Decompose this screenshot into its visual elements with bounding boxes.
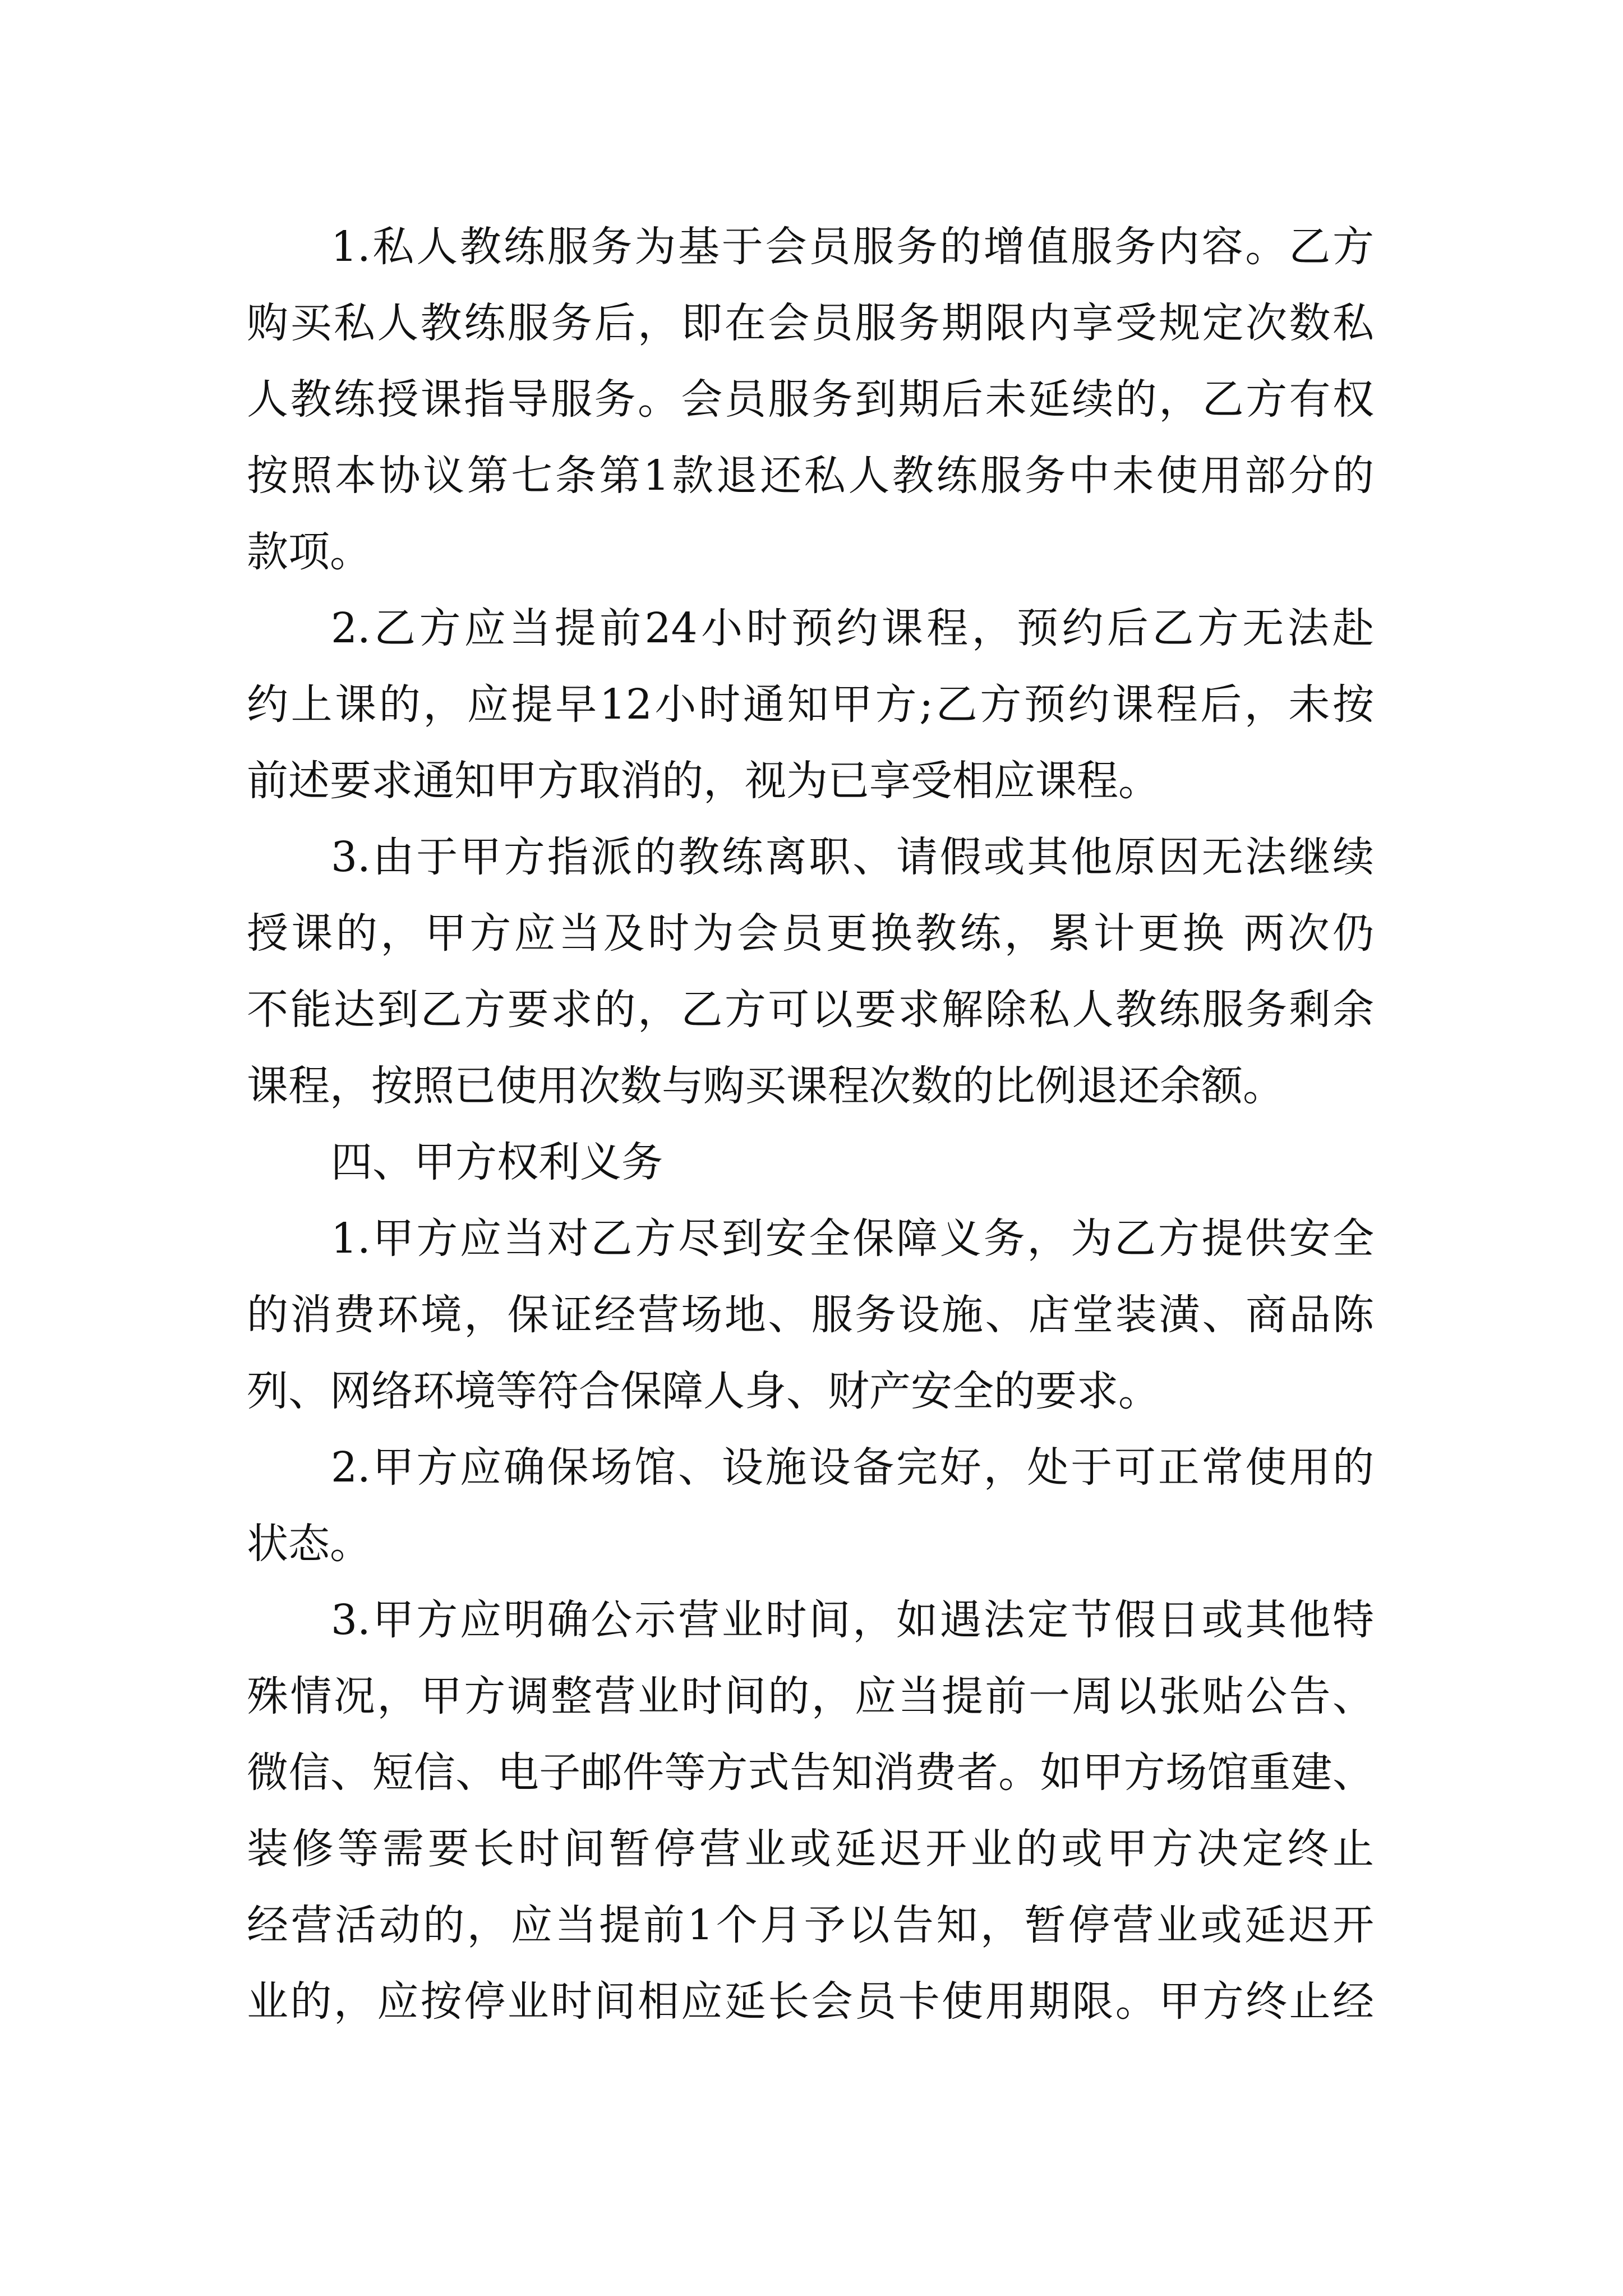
text-line: 列、网络环境等符合保障人身、财产安全的要求。: [247, 1367, 1160, 1415]
text-line: 1.私人教练服务为基于会员服务的增值服务内容。乙方: [331, 223, 1374, 271]
text-line: 1.甲方应当对乙方尽到安全保障义务，为乙方提供安全: [331, 1214, 1374, 1263]
text-line: 经营活动的，应当提前1个月予以告知，暂停营业或延迟开: [247, 1901, 1374, 1949]
text-line: 课程，按照已使用次数与购买课程次数的比例退还余额。: [247, 1062, 1284, 1110]
paragraph-trainer-replacement: [247, 819, 1374, 1124]
text-line: 2.乙方应当提前24小时预约课程，预约后乙方无法赴: [331, 604, 1374, 652]
text-line: 前述要求通知甲方取消的，视为已享受相应课程。: [247, 757, 1160, 805]
text-line: 人教练授课指导服务。会员服务到期后未延续的，乙方有权: [247, 375, 1374, 424]
paragraph-facility-condition: [247, 1429, 1374, 1582]
text-line: 按照本协议第七条第1款退还私人教练服务中未使用部分的: [247, 452, 1374, 500]
document-body: [247, 209, 1374, 2040]
section-heading-party-a-rights: [247, 1124, 1374, 1200]
text-line: 3.由于甲方指派的教练离职、请假或其他原因无法继续: [331, 833, 1374, 881]
text-line: 约上课的，应提早12小时通知甲方;乙方预约课程后，未按: [247, 680, 1374, 729]
text-line: 装修等需要长时间暂停营业或延迟开业的或甲方决定终止: [247, 1825, 1374, 1873]
text-line: 微信、短信、电子邮件等方式告知消费者。如甲方场馆重建、: [247, 1749, 1374, 1797]
text-line: 授课的，甲方应当及时为会员更换教练，累计更换 两次仍: [247, 909, 1374, 958]
paragraph-booking-rules: [247, 590, 1374, 819]
text-line: 3.甲方应明确公示营业时间，如遇法定节假日或其他特: [331, 1596, 1374, 1644]
text-line: 的消费环境，保证经营场地、服务设施、店堂装潢、商品陈: [247, 1291, 1374, 1339]
paragraph-safety-obligation: [247, 1200, 1374, 1429]
text-line: 不能达到乙方要求的，乙方可以要求解除私人教练服务剩余: [247, 986, 1374, 1034]
text-line: 殊情况，甲方调整营业时间的，应当提前一周以张贴公告、: [247, 1672, 1374, 1720]
paragraph-private-trainer-service: [247, 209, 1374, 590]
text-line: 状态。: [247, 1520, 371, 1568]
text-line: 业的，应按停业时间相应延长会员卡使用期限。甲方终止经: [247, 1977, 1374, 2026]
text-line: 款项。: [247, 528, 371, 576]
section-heading: 四、甲方权利义务: [331, 1138, 663, 1186]
text-line: 2.甲方应确保场馆、设施设备完好，处于可正常使用的: [331, 1443, 1374, 1492]
paragraph-business-hours: [247, 1582, 1374, 2040]
text-line: 购买私人教练服务后，即在会员服务期限内享受规定次数私: [247, 299, 1374, 347]
